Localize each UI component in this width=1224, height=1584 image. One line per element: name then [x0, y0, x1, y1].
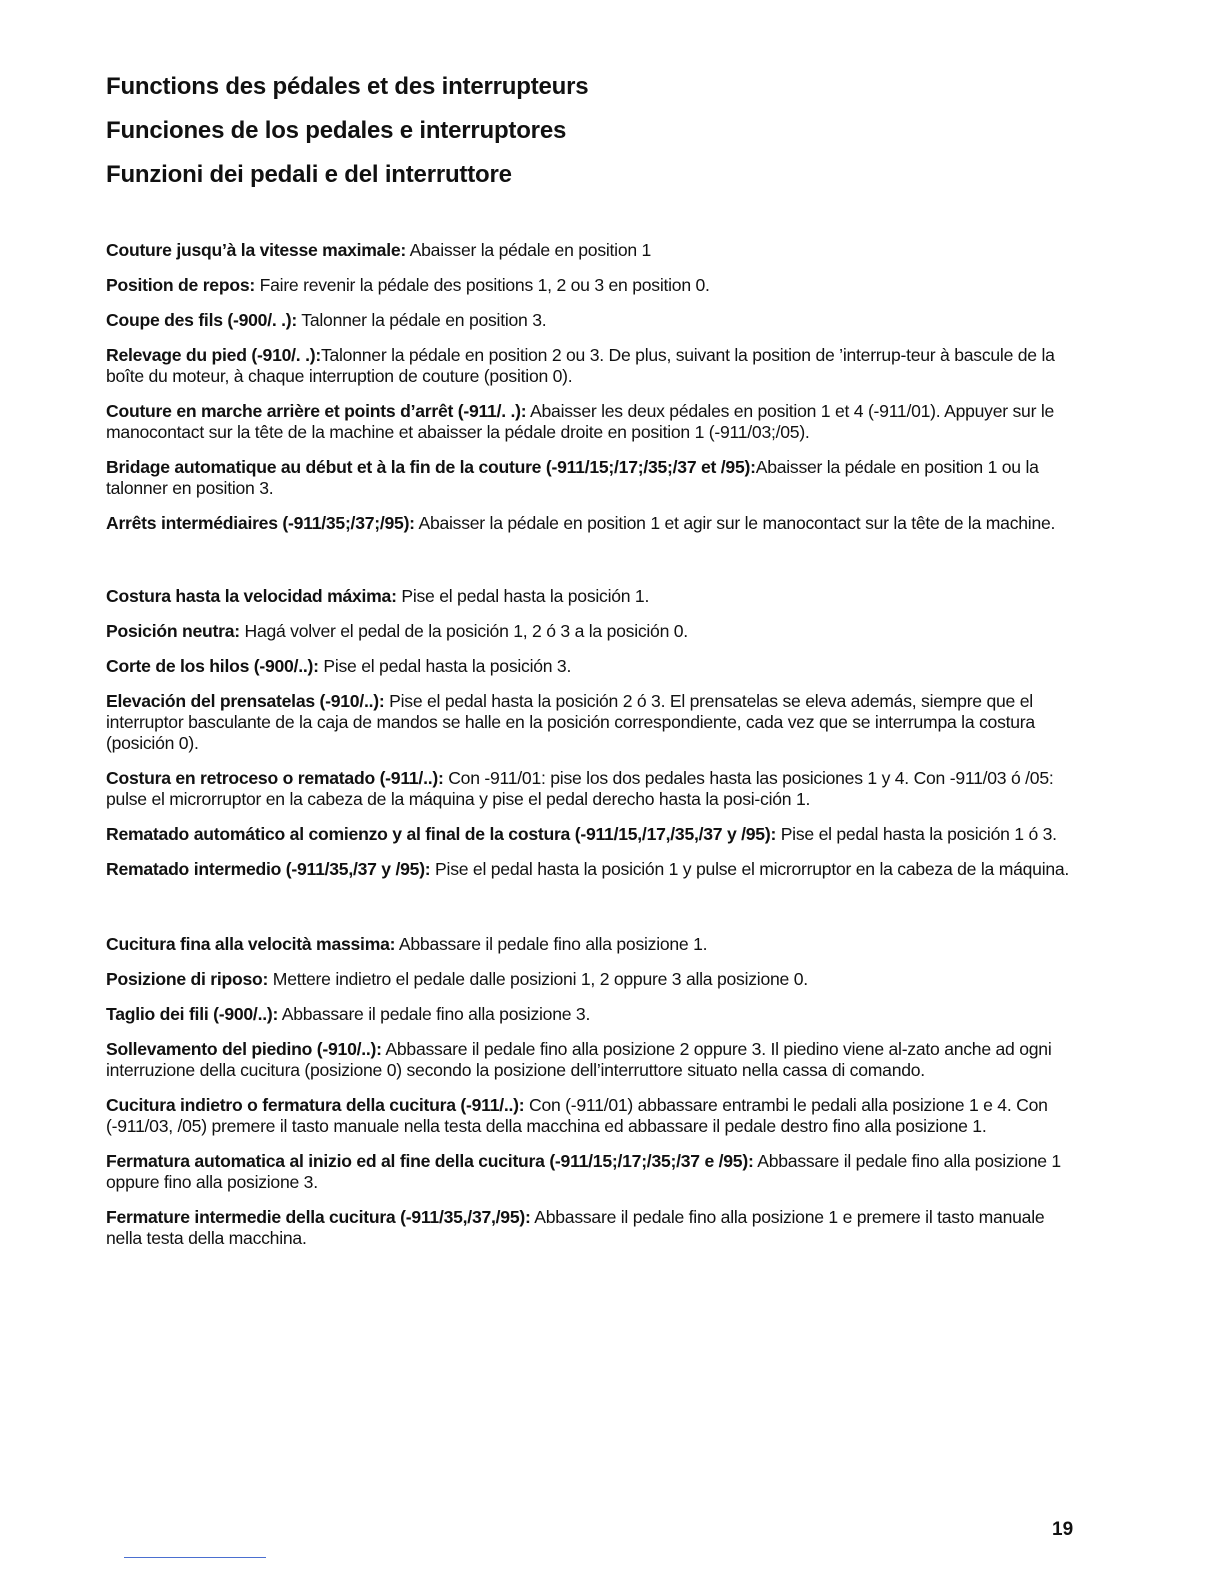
entry: Taglio dei fili (-900/..): Abbassare il pedale fino alla posizione 3. — [106, 1004, 591, 1024]
footer-rule — [124, 1557, 266, 1558]
section-spanish — [106, 586, 1076, 880]
entry: Cucitura indietro o fermatura della cucitura (-911/..): Con (-911/01) abbassare entrambi le pedali alla posizione 1 e 4. Con (-911/03, /05) premere il tasto manuale nella testa della macchina ed abbassare il pedale destro fino alla posizione 1. — [106, 1095, 1048, 1136]
entry: Posizione di riposo: Mettere indietro el pedale dalle posizioni 1, 2 oppure 3 alla posizione 0. — [106, 969, 808, 989]
title-italian: Funzioni dei pedali e del interruttore — [106, 161, 512, 188]
entry: Costura en retroceso o rematado (-911/..): Con -911/01: pise los dos pedales hasta las posiciones 1 y 4. Con -911/03 ó /05: pulse el microrruptor en la cabeza de la máquina y pise el pedal derecho hasta la posi-ción 1. — [106, 768, 1054, 809]
entry: Sollevamento del piedino (-910/..): Abbassare il pedale fino alla posizione 2 oppure 3. Il piedino viene al-zato anche ad ogni interruzione della cucitura (posizione 0) secondo la posizione dell’interruttore situato nella cassa di comando. — [106, 1039, 1052, 1080]
manual-page — [106, 72, 1076, 1263]
title-spanish: Funciones de los pedales e interruptores — [106, 117, 567, 144]
entry: Bridage automatique au début et à la fin de la couture (-911/15;/17;/35;/37 et /95):Abaisser la pédale en position 1 ou la talonner en position 3. — [106, 457, 1039, 498]
entry: Couture en marche arrière et points d’arrêt (-911/. .): Abaisser les deux pédales en position 1 et 4 (-911/01). Appuyer sur le manocontact sur la tête de la machine et abaisser la pédale droite en position 1 (-911/03;/05). — [106, 401, 1055, 442]
entry: Cucitura fina alla velocità massima: Abbassare il pedale fino alla posizione 1. — [106, 934, 708, 954]
entry: Relevage du pied (-910/. .):Talonner la pédale en position 2 ou 3. De plus, suivant la position de ’interrup-teur à bascule de la boîte du moteur, à chaque interruption de couture (position 0). — [106, 345, 1055, 386]
entry: Elevación del prensatelas (-910/..): Pise el pedal hasta la posición 2 ó 3. El prensatelas se eleva además, siempre que el interruptor basculante de la caja de mandos se halle en la posición correspondiente, cada vez que se interrumpa la costura (posición 0). — [106, 691, 1035, 753]
title-block — [106, 72, 1076, 190]
entry: Posición neutra: Hagá volver el pedal de la posición 1, 2 ó 3 a la posición 0. — [106, 621, 688, 641]
entry: Costura hasta la velocidad máxima: Pise el pedal hasta la posición 1. — [106, 586, 650, 606]
entry: Position de repos: Faire revenir la pédale des positions 1, 2 ou 3 en position 0. — [106, 275, 710, 295]
entry: Fermatura automatica al inizio ed al fine della cucitura (-911/15;/17;/35;/37 e /95): Abbassare il pedale fino alla posizione 1 oppure fino alla posizione 3. — [106, 1151, 1061, 1192]
entry: Corte de los hilos (-900/..): Pise el pedal hasta la posición 3. — [106, 656, 572, 676]
entry: Rematado intermedio (-911/35,/37 y /95): Pise el pedal hasta la posición 1 y pulse el microrruptor en la cabeza de la máquina. — [106, 859, 1070, 879]
section-french — [106, 240, 1076, 534]
entry: Couture jusqu’à la vitesse maximale: Abaisser la pédale en position 1 — [106, 240, 652, 260]
page-number: 19 — [1052, 1519, 1074, 1540]
entry: Fermature intermedie della cucitura (-911/35,/37,/95): Abbassare il pedale fino alla posizione 1 e premere il tasto manuale nella testa della macchina. — [106, 1207, 1045, 1248]
entry: Rematado automático al comienzo y al final de la costura (-911/15,/17,/35,/37 y /95): Pise el pedal hasta la posición 1 ó 3. — [106, 824, 1057, 844]
title-french: Functions des pédales et des interrupteurs — [106, 73, 589, 100]
section-italian — [106, 934, 1076, 1249]
entry: Arrêts intermédiaires (-911/35;/37;/95): Abaisser la pédale en position 1 et agir sur le manocontact sur la tête de la machine. — [106, 513, 1056, 533]
entry: Coupe des fils (-900/. .): Talonner la pédale en position 3. — [106, 310, 547, 330]
